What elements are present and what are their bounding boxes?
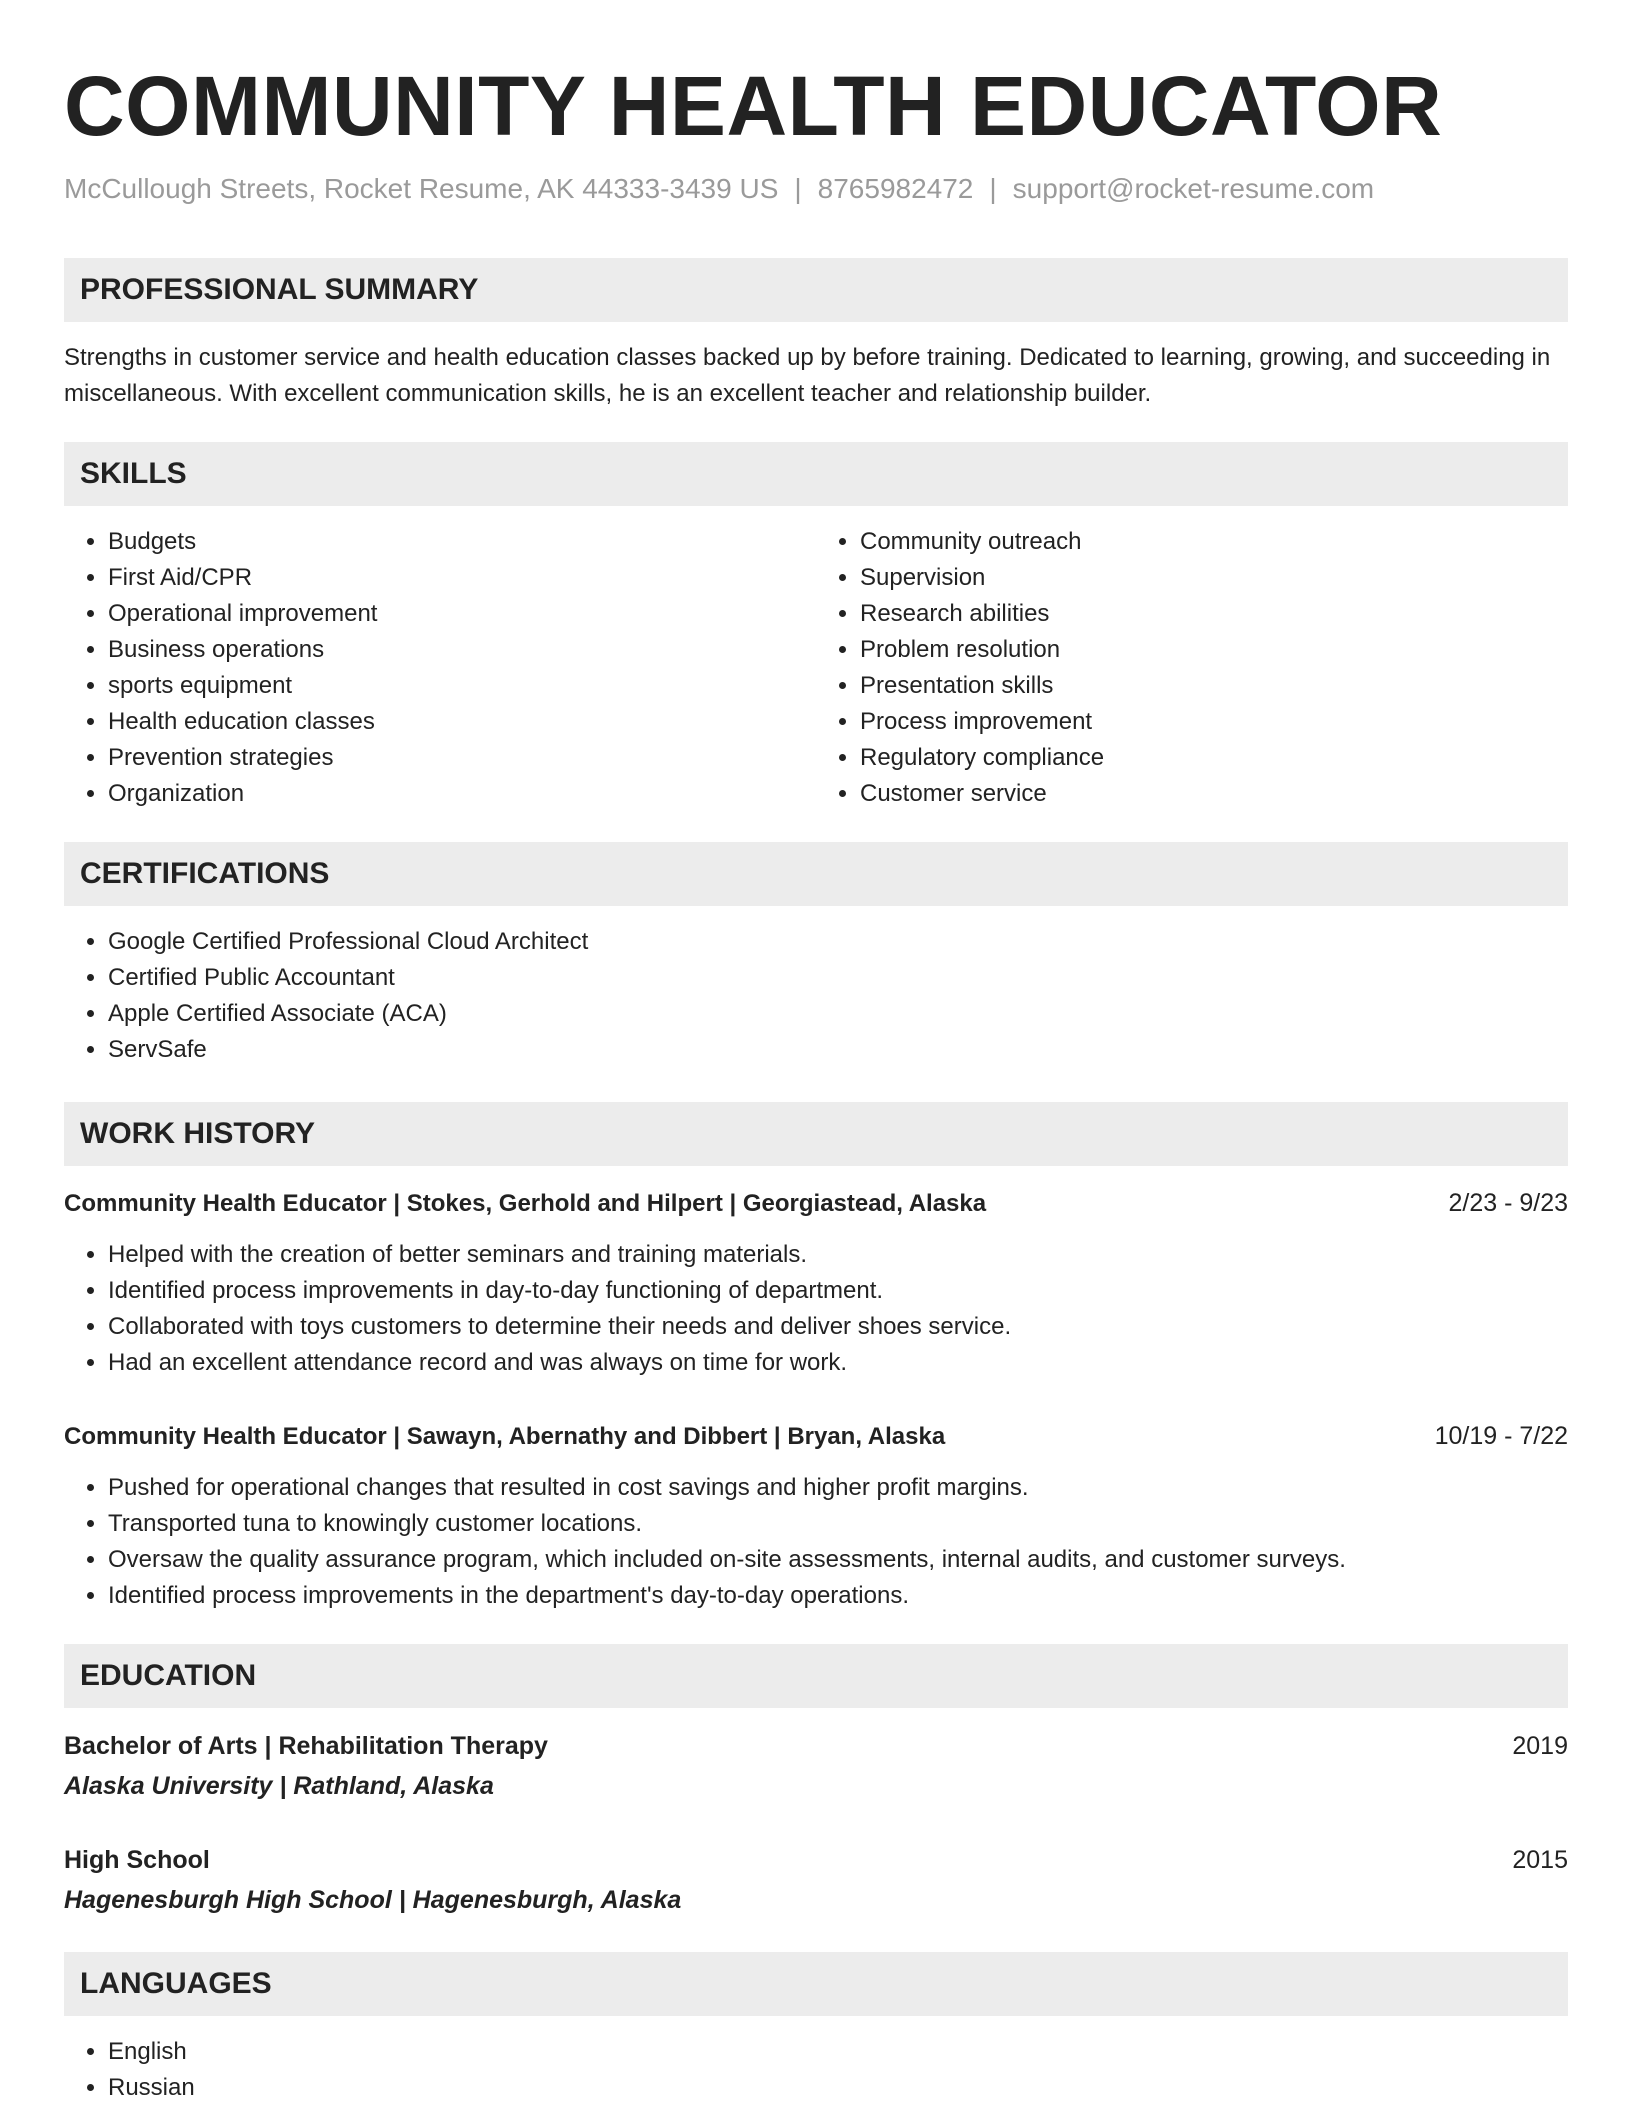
summary-text: Strengths in customer service and health education classes backed up by before training. Dedicated to learning, growing, and succeeding in miscellaneous. With excellent communication skills, he is an excellent teacher and relationship builder. [64, 344, 1551, 407]
job-bullet: • Pushed for operational changes that resulted in cost savings and higher profit margins. [108, 1470, 1568, 1506]
language-item: • English [108, 2034, 1568, 2070]
education-year: 2015 [1512, 1846, 1568, 1874]
skill-item: • Regulatory compliance [860, 740, 1568, 776]
job-bullet: • Transported tuna to knowingly customer locations. [108, 1506, 1568, 1542]
section-header-certifications: CERTIFICATIONS [64, 842, 1568, 906]
section-header-skills: SKILLS [64, 442, 1568, 506]
language-item: • Russian [108, 2070, 1568, 2106]
skill-item: • Organization [108, 776, 816, 812]
certification-item: • Google Certified Professional Cloud Architect [108, 924, 1568, 960]
contact-separator: | [989, 173, 997, 204]
education-entry [64, 1842, 1568, 1918]
job-bullet: • Oversaw the quality assurance program, which included on-site assessments, internal audits, and customer surveys. [108, 1542, 1568, 1578]
email-text: support@rocket-resume.com [1012, 173, 1375, 204]
job-bullet: • Collaborated with toys customers to determine their needs and deliver shoes service. [108, 1309, 1568, 1345]
skills-column-right [816, 524, 1568, 812]
job-entry [64, 1419, 1568, 1614]
education-degree: High School [64, 1846, 210, 1874]
skills-list [64, 524, 1568, 812]
skill-item: • Community outreach [860, 524, 1568, 560]
section-header-education: EDUCATION [64, 1644, 1568, 1708]
skill-item: • Prevention strategies [108, 740, 816, 776]
skill-item: • Research abilities [860, 596, 1568, 632]
skill-item: • Budgets [108, 524, 816, 560]
contact-separator: | [794, 173, 802, 204]
section-header-summary: PROFESSIONAL SUMMARY [64, 258, 1568, 322]
certification-item: • ServSafe [108, 1032, 1568, 1068]
candidate-title: COMMUNITY HEALTH EDUCATOR [64, 59, 1443, 153]
job-bullet: • Identified process improvements in day-to-day functioning of department. [108, 1273, 1568, 1309]
job-bullet: • Identified process improvements in the department's day-to-day operations. [108, 1578, 1568, 1614]
skill-item: • Problem resolution [860, 632, 1568, 668]
education-year: 2019 [1512, 1732, 1568, 1760]
address-text: McCullough Streets, Rocket Resume, AK 44333-3439 US [64, 173, 779, 204]
skill-item: • Customer service [860, 776, 1568, 812]
education-school: Alaska University | Rathland, Alaska [64, 1772, 494, 1800]
education-degree: Bachelor of Arts | Rehabilitation Therapy [64, 1732, 548, 1760]
job-header [64, 1419, 1568, 1454]
skill-item: • Supervision [860, 560, 1568, 596]
languages-list [64, 2034, 1568, 2106]
certification-item: • Certified Public Accountant [108, 960, 1568, 996]
job-dates: 2/23 - 9/23 [1448, 1189, 1568, 1217]
education-school: Hagenesburgh High School | Hagenesburgh, Alaska [64, 1886, 682, 1914]
skill-item: • Presentation skills [860, 668, 1568, 704]
contact-line [64, 172, 1568, 206]
job-title: Community Health Educator | Stokes, Gerhold and Hilpert | Georgiastead, Alaska [64, 1190, 987, 1217]
skill-item: • Business operations [108, 632, 816, 668]
section-header-work-history: WORK HISTORY [64, 1102, 1568, 1166]
skill-item: • Process improvement [860, 704, 1568, 740]
job-header [64, 1186, 1568, 1221]
skill-item: • sports equipment [108, 668, 816, 704]
skill-item: • Operational improvement [108, 596, 816, 632]
job-bullet: • Helped with the creation of better seminars and training materials. [108, 1237, 1568, 1273]
job-title: Community Health Educator | Sawayn, Abernathy and Dibbert | Bryan, Alaska [64, 1423, 946, 1450]
education-entry [64, 1728, 1568, 1804]
job-bullet: • Had an excellent attendance record and was always on time for work. [108, 1345, 1568, 1381]
certifications-list [64, 924, 1568, 1068]
section-header-languages: LANGUAGES [64, 1952, 1568, 2016]
job-entry [64, 1186, 1568, 1381]
education-header [64, 1728, 1568, 1764]
education-header [64, 1842, 1568, 1878]
skills-column-left [64, 524, 816, 812]
skill-item: • Health education classes [108, 704, 816, 740]
certification-item: • Apple Certified Associate (ACA) [108, 996, 1568, 1032]
job-dates: 10/19 - 7/22 [1434, 1422, 1568, 1450]
phone-text: 8765982472 [817, 173, 974, 204]
skill-item: • First Aid/CPR [108, 560, 816, 596]
